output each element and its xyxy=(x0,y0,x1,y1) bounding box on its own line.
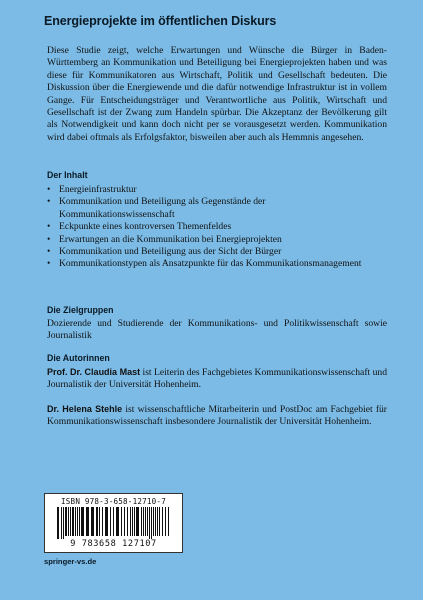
ean-digits: 9 783658 127107 xyxy=(70,539,157,549)
author-name: Prof. Dr. Claudia Mast xyxy=(47,367,141,377)
barcode-bar xyxy=(99,507,100,536)
barcode-bar xyxy=(81,507,84,536)
isbn-label: ISBN 978-3-658-12710-7 xyxy=(61,497,166,506)
barcode-bar xyxy=(151,507,152,539)
barcode-bar xyxy=(72,507,74,536)
barcode-bar xyxy=(153,507,154,536)
list-item: • Kommunikationstypen als Ansatzpunkte für das Kommunikationsmanagement xyxy=(47,258,377,270)
barcode-bar xyxy=(141,507,142,536)
barcode-bar xyxy=(113,507,114,536)
abstract-text: Diese Studie zeigt, welche Erwartungen und Wünsche die Bürger in Baden-Württemberg an Kommunikation und Beteiligung bei Energieprojekten haben und was diese für Kommunikatoren aus Wirtschaft, Politik und Gesellschaft bedeuten. Die Diskussion über die Energiewende und die dafür notwendige Infrastruktur ist in vollem Gange. Für Entscheidungsträger und Verantwortliche aus Politik, Wirtschaft und Gesellschaft ist der Zwang zum Handeln spürbar. Die Akzeptanz der Bevölkerung gilt als Notwendigkeit und kann doch nicht per se vorausgesetzt werden. Kommunikation wird dabei oftmals als Erfolgsfaktor, bisweilen aber auch als Hemmnis angesehen. xyxy=(47,45,387,143)
book-title: Energieprojekte im öffentlichen Diskurs xyxy=(44,14,277,28)
barcode-bar xyxy=(70,507,71,536)
list-item: • Kommunikation und Beteiligung aus der Sicht der Bürger xyxy=(47,246,377,258)
barcode-bar xyxy=(132,507,133,536)
contents-list xyxy=(47,184,377,271)
barcode-bar xyxy=(165,507,166,536)
publisher-url: springer-vs.de xyxy=(44,557,97,566)
barcode-bar xyxy=(77,507,78,536)
barcode-bars xyxy=(55,507,172,539)
barcode-bar xyxy=(147,507,148,536)
barcode-bar xyxy=(102,507,103,536)
barcode-bar xyxy=(91,507,94,536)
barcode-bar xyxy=(159,507,160,536)
list-item: • Kommunikation und Beteiligung als Gegenstände der Kommunikationswissenschaft xyxy=(47,196,377,221)
barcode-bar xyxy=(110,507,111,536)
barcode-bar xyxy=(127,507,128,536)
barcode-bar xyxy=(124,507,125,536)
author-entry xyxy=(47,403,387,429)
list-item: • Eckpunkte eines kontroversen Themenfeldes xyxy=(47,221,377,233)
barcode-bar xyxy=(121,507,122,536)
barcode-bar xyxy=(86,507,89,536)
author-bio: ist wissenschaftliche Mitarbeiterin und PostDoc am Fachgebiet für Kommunikationswissenschaft insbesondere Journalistik der Universität Hohenheim. xyxy=(47,404,388,428)
list-item: • Erwartungen an die Kommunikation bei Energieprojekten xyxy=(47,234,377,246)
list-item: • Energieinfrastruktur xyxy=(47,184,377,196)
barcode-bar xyxy=(79,507,80,536)
barcode-bar xyxy=(145,507,146,536)
audience-heading: Die Zielgruppen xyxy=(47,305,114,315)
barcode-bar xyxy=(155,507,156,536)
barcode-bar xyxy=(136,507,139,536)
authors-heading: Die Autorinnen xyxy=(47,353,110,363)
barcode-bar xyxy=(65,507,67,536)
barcode-bar xyxy=(57,507,59,539)
barcode-bar xyxy=(61,507,62,539)
author-entry xyxy=(47,366,387,392)
barcode-bar xyxy=(105,507,108,536)
barcode-bar xyxy=(75,507,76,536)
barcode-bar xyxy=(162,507,163,536)
barcode-bar xyxy=(149,507,150,539)
barcode-bar xyxy=(116,507,119,536)
author-name: Dr. Helena Stehle xyxy=(47,404,123,414)
author-bio: ist Leiterin des Fachgebietes Kommunikationswissenschaft und Journalistik der Universität Hohenheim. xyxy=(47,367,387,391)
barcode-bar xyxy=(68,507,69,536)
barcode-bar xyxy=(134,507,135,536)
barcode-bar xyxy=(157,507,158,536)
barcode-bar xyxy=(63,507,64,539)
barcode-bar xyxy=(96,507,98,536)
barcode-bar xyxy=(130,507,131,536)
barcode-bar xyxy=(143,507,144,536)
contents-heading: Der Inhalt xyxy=(47,170,88,180)
barcode-bar xyxy=(168,507,169,536)
audience-text: Dozierende und Studierende der Kommunikations- und Politikwissenschaft sowie Journalistik xyxy=(47,318,387,342)
isbn-barcode xyxy=(44,493,183,553)
